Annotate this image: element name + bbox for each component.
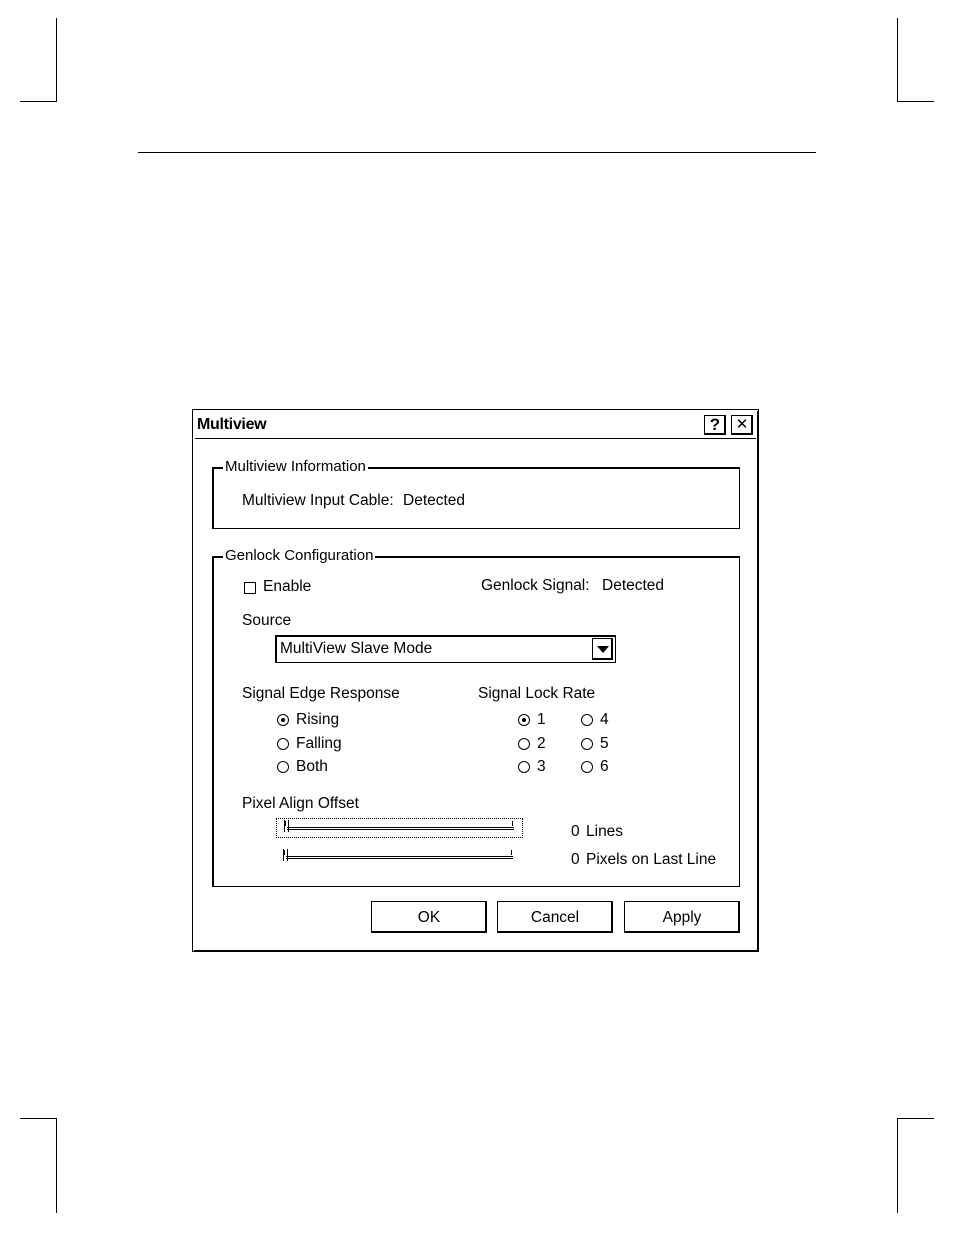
radio-rate-6[interactable] <box>581 761 593 773</box>
cancel-button[interactable]: Cancel <box>497 901 613 933</box>
pixels-value: 0 <box>571 851 580 868</box>
source-dropdown[interactable] <box>275 635 616 663</box>
lines-slider-thumb[interactable] <box>284 820 289 832</box>
pixel-align-offset-label: Pixel Align Offset <box>242 795 359 812</box>
radio-rate-5-label[interactable]: 5 <box>600 735 609 752</box>
chevron-down-icon[interactable] <box>592 638 613 660</box>
radio-rate-2[interactable] <box>518 738 530 750</box>
dialog-title: Multiview <box>197 416 267 433</box>
genlock-configuration-label: Genlock Configuration <box>225 547 374 564</box>
enable-checkbox[interactable] <box>244 582 256 594</box>
crop-mark-top-right-v <box>897 18 898 101</box>
radio-rising[interactable] <box>277 714 289 726</box>
crop-mark-top-left-h <box>20 101 57 102</box>
lines-value: 0 <box>571 823 580 840</box>
pixels-slider-end-tick <box>511 850 512 855</box>
radio-falling-label[interactable]: Falling <box>296 735 342 752</box>
radio-falling[interactable] <box>277 738 289 750</box>
crop-mark-bottom-left-v <box>56 1118 57 1213</box>
multiview-dialog <box>192 409 759 952</box>
source-label: Source <box>242 612 292 629</box>
radio-both[interactable] <box>277 761 289 773</box>
input-cable-label: Multiview Input Cable: <box>242 492 394 509</box>
help-icon: ? <box>709 415 721 434</box>
pixels-slider-track <box>286 856 513 859</box>
close-icon: ✕ <box>735 416 749 433</box>
pixels-slider[interactable] <box>276 848 523 868</box>
pixels-unit: Pixels on Last Line <box>586 851 717 868</box>
signal-lock-rate-label: Signal Lock Rate <box>478 685 596 702</box>
radio-rate-3[interactable] <box>518 761 530 773</box>
genlock-signal-label: Genlock Signal: <box>481 577 590 594</box>
lines-slider-end-tick <box>512 821 513 826</box>
signal-edge-response-label: Signal Edge Response <box>242 685 400 702</box>
crop-mark-top-left-v <box>56 18 57 101</box>
crop-mark-bottom-left-h <box>20 1118 57 1119</box>
lines-unit: Lines <box>586 823 624 840</box>
radio-rate-6-label[interactable]: 6 <box>600 758 609 775</box>
lines-slider[interactable] <box>276 818 523 838</box>
multiview-information-group <box>212 458 740 529</box>
radio-rate-4-label[interactable]: 4 <box>600 711 609 728</box>
radio-rate-3-label[interactable]: 3 <box>537 758 546 775</box>
radio-rate-5[interactable] <box>581 738 593 750</box>
radio-rate-4[interactable] <box>581 714 593 726</box>
header-rule <box>138 152 816 153</box>
multiview-information-label: Multiview Information <box>225 458 366 475</box>
lines-slider-track <box>287 827 514 830</box>
pixels-slider-thumb[interactable] <box>283 849 288 861</box>
radio-rising-label[interactable]: Rising <box>296 711 340 728</box>
title-bar[interactable] <box>195 412 756 439</box>
crop-mark-bottom-right-h <box>897 1118 934 1119</box>
ok-button[interactable]: OK <box>371 901 487 933</box>
close-button[interactable] <box>731 415 753 435</box>
apply-button[interactable]: Apply <box>624 901 740 933</box>
crop-mark-bottom-right-v <box>897 1118 898 1213</box>
radio-rate-2-label[interactable]: 2 <box>537 735 546 752</box>
enable-label[interactable]: Enable <box>263 578 312 595</box>
radio-both-label[interactable]: Both <box>296 758 328 775</box>
crop-mark-top-right-h <box>897 101 934 102</box>
radio-rate-1-label[interactable]: 1 <box>537 711 546 728</box>
genlock-signal-value: Detected <box>602 577 665 594</box>
radio-rate-1[interactable] <box>518 714 530 726</box>
input-cable-value: Detected <box>403 492 466 509</box>
help-button[interactable] <box>704 415 726 435</box>
source-selected-value: MultiView Slave Mode <box>280 640 433 657</box>
